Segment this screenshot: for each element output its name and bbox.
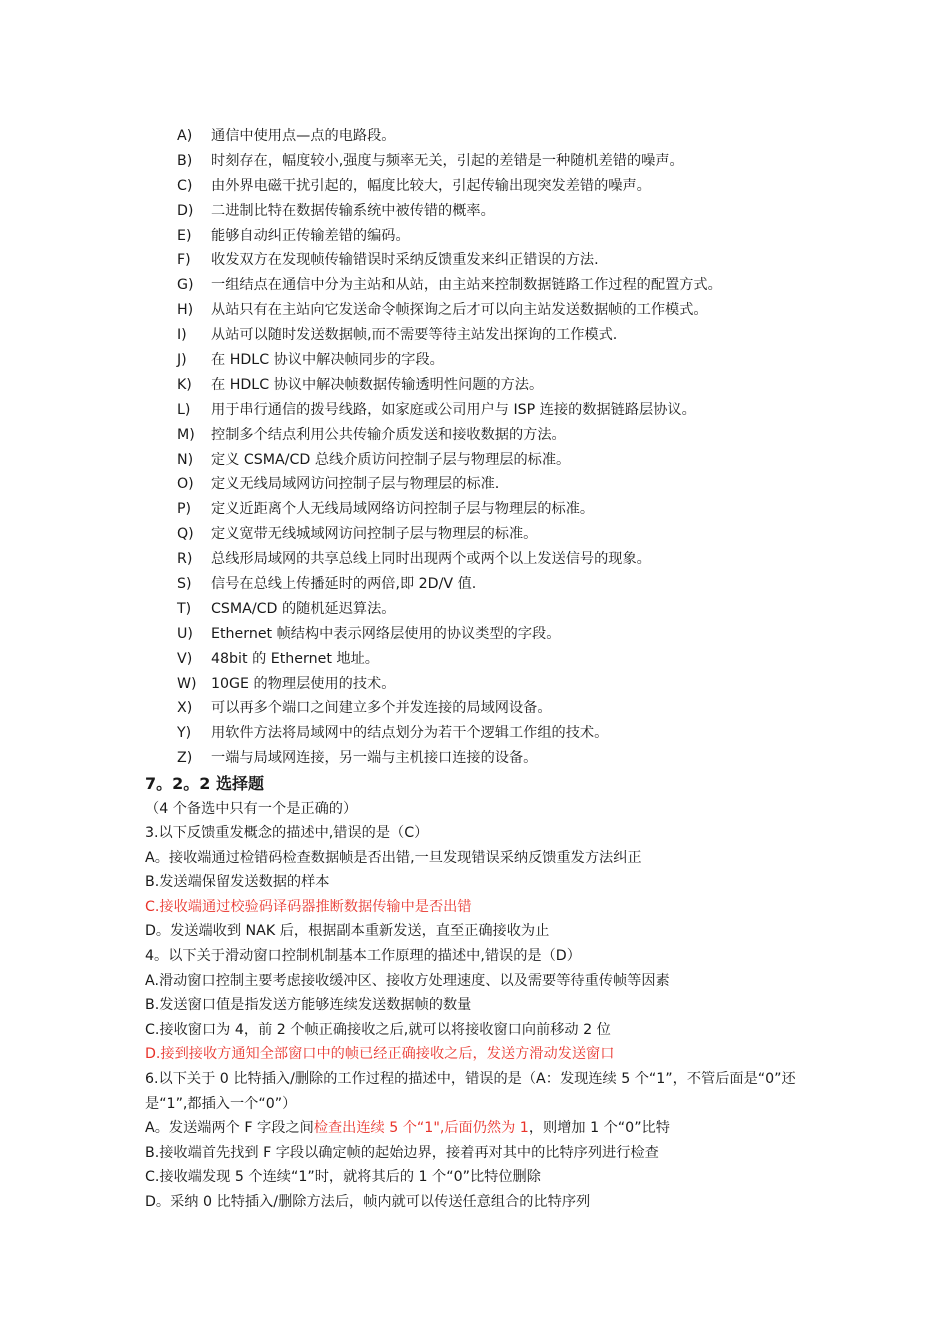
question-list xyxy=(145,821,810,1215)
definition-item xyxy=(0,174,950,199)
definition-item xyxy=(0,273,950,298)
definition-letter: H) xyxy=(177,302,194,319)
definition-letter: Y) xyxy=(177,725,192,742)
question-6-option-a xyxy=(145,1116,810,1141)
definition-letter: W) xyxy=(177,675,197,692)
definition-letter: X) xyxy=(177,700,193,717)
definition-item xyxy=(0,298,950,323)
definition-text: 在 HDLC 协议中解决帧同步的字段。 xyxy=(211,352,444,369)
question-6-option-a-highlight: 检查出连续 5 个“1",后面仍然为 1 xyxy=(313,1120,529,1137)
question-3-stem: 3.以下反馈重发概念的描述中,错误的是（C） xyxy=(145,825,429,841)
definition-text: 从站可以随时发送数据帧,而不需要等待主站发出探询的工作模式. xyxy=(211,327,618,344)
question-3-option-d: D。发送端收到 NAK 后，根据副本重新发送，直至正确接收为止 xyxy=(145,923,550,940)
question-3-option-b: B.发送端保留发送数据的样本 xyxy=(145,874,330,891)
definition-letter: L) xyxy=(177,401,191,418)
definition-text: 总线形局域网的共享总线上同时出现两个或两个以上发送信号的现象。 xyxy=(211,551,651,568)
definition-item xyxy=(0,124,950,149)
definition-letter: C) xyxy=(177,177,193,194)
question-4-option-b: B.发送窗口值是指发送方能够连续发送数据帧的数量 xyxy=(145,997,472,1014)
definition-text: 定义近距离个人无线局域网络访问控制子层与物理层的标准。 xyxy=(211,501,595,518)
definition-text: 一组结点在通信中分为主站和从站，由主站来控制数据链路工作过程的配置方式。 xyxy=(211,277,722,294)
question-3-option-c: C.接收端通过校验码译码器推断数据传输中是否出错 xyxy=(145,898,472,915)
definition-item xyxy=(0,323,950,348)
definition-letter: P) xyxy=(177,501,192,518)
definition-text: 10GE 的物理层使用的技术。 xyxy=(211,675,396,692)
definition-letter: Q) xyxy=(177,526,194,543)
question-4-option-a: A.滑动窗口控制主要考虑接收缓冲区、接收方处理速度、以及需要等待重传帧等因素 xyxy=(145,972,670,989)
definition-text: 二进制比特在数据传输系统中被传错的概率。 xyxy=(211,202,495,219)
section-heading: 7。2。2 选择题 xyxy=(145,774,264,793)
definition-text: 从站只有在主站向它发送命令帧探询之后才可以向主站发送数据帧的工作模式。 xyxy=(211,302,708,319)
question-3-option-a: A。接收端通过检错码检查数据帧是否出错,一旦发现错误采纳反馈重发方法纠正 xyxy=(145,849,642,866)
definition-letter: R) xyxy=(177,551,193,568)
definition-text: Ethernet 帧结构中表示网络层使用的协议类型的字段。 xyxy=(211,625,561,642)
definition-item xyxy=(0,472,950,497)
definition-text: 定义 CSMA/CD 总线介质访问控制子层与物理层的标准。 xyxy=(211,451,571,468)
definition-text: 由外界电磁干扰引起的，幅度比较大，引起传输出现突发差错的噪声。 xyxy=(211,177,651,194)
definition-letter: T) xyxy=(177,600,192,617)
definition-letter: O) xyxy=(177,476,194,493)
section-note: （4 个备选中只有一个是正确的） xyxy=(145,801,358,817)
definition-item xyxy=(0,622,950,647)
definition-text: 定义宽带无线城域网访问控制子层与物理层的标准。 xyxy=(211,526,538,543)
question-6-stem: 6.以下关于 0 比特插入/删除的工作过程的描述中，错误的是（A：发现连续 5 个“1”，不管后面是“0”还是“1”,都插入一个“0”） xyxy=(145,1070,796,1112)
question-6-option-c: C.接收端发现 5 个连续“1”时，就将其后的 1 个“0”比特位删除 xyxy=(145,1169,541,1186)
definition-item xyxy=(0,248,950,273)
definition-item xyxy=(0,572,950,597)
question-6-option-a-prefix: A。发送端两个 F 字段之间 xyxy=(145,1120,314,1137)
definition-item xyxy=(0,522,950,547)
definition-item xyxy=(0,348,950,373)
definition-text: 控制多个结点利用公共传输介质发送和接收数据的方法。 xyxy=(211,426,566,443)
definition-item xyxy=(0,149,950,174)
definition-text: CSMA/CD 的随机延迟算法。 xyxy=(211,600,396,617)
definition-item xyxy=(0,224,950,249)
definition-text: 用软件方法将局域网中的结点划分为若干个逻辑工作组的技术。 xyxy=(211,725,609,742)
definition-text: 时刻存在，幅度较小,强度与频率无关，引起的差错是一种随机差错的噪声。 xyxy=(211,152,684,169)
definition-letter: A) xyxy=(177,128,193,144)
definition-list xyxy=(0,124,950,771)
definition-text: 信号在总线上传播延时的两倍,即 2D/V 值. xyxy=(211,576,477,593)
definition-item xyxy=(0,647,950,672)
definition-text: 一端与局域网连接，另一端与主机接口连接的设备。 xyxy=(211,750,538,767)
definition-item xyxy=(0,597,950,622)
definition-item xyxy=(0,423,950,448)
definition-item xyxy=(0,721,950,746)
definition-item xyxy=(0,373,950,398)
definition-text: 定义无线局域网访问控制子层与物理层的标准. xyxy=(211,476,500,493)
definition-letter: M) xyxy=(177,426,195,443)
definition-item xyxy=(0,398,950,423)
definition-letter: J) xyxy=(177,352,187,369)
definition-item xyxy=(0,199,950,224)
definition-letter: E) xyxy=(177,227,192,244)
definition-item xyxy=(0,497,950,522)
definition-letter: K) xyxy=(177,376,192,393)
question-4-option-d: D.接到接收方通知全部窗口中的帧已经正确接收之后，发送方滑动发送窗口 xyxy=(145,1046,615,1063)
definition-letter: U) xyxy=(177,625,193,642)
definition-letter: B) xyxy=(177,152,193,169)
definition-letter: I) xyxy=(177,327,187,344)
definition-letter: G) xyxy=(177,277,194,294)
definition-text: 可以再多个端口之间建立多个并发连接的局域网设备。 xyxy=(211,700,552,717)
definition-letter: V) xyxy=(177,650,193,667)
definition-text: 通信中使用点—点的电路段。 xyxy=(211,128,396,144)
question-6-option-a-suffix: ，则增加 1 个“0”比特 xyxy=(528,1120,670,1137)
definition-item xyxy=(0,547,950,572)
definition-text: 收发双方在发现帧传输错误时采纳反馈重发来纠正错误的方法. xyxy=(211,252,599,269)
definition-text: 能够自动纠正传输差错的编码。 xyxy=(211,227,410,244)
definition-item xyxy=(0,672,950,697)
definition-item xyxy=(0,448,950,473)
definition-text: 48bit 的 Ethernet 地址。 xyxy=(211,650,379,667)
definition-item xyxy=(0,696,950,721)
definition-letter: S) xyxy=(177,576,192,593)
definition-letter: F) xyxy=(177,252,191,269)
question-4-stem: 4。以下关于滑动窗口控制机制基本工作原理的描述中,错误的是（D） xyxy=(145,947,581,964)
definition-letter: Z) xyxy=(177,750,193,767)
question-4-option-c: C.接收窗口为 4，前 2 个帧正确接收之后,就可以将接收窗口向前移动 2 位 xyxy=(145,1021,611,1038)
definition-text: 用于串行通信的拨号线路，如家庭或公司用户与 ISP 连接的数据链路层协议。 xyxy=(211,401,696,418)
question-6-option-b: B.接收端首先找到 F 字段以确定帧的起始边界，接着再对其中的比特序列进行检查 xyxy=(145,1144,659,1161)
question-6-option-d: D。采纳 0 比特插入/删除方法后，帧内就可以传送任意组合的比特序列 xyxy=(145,1193,591,1210)
definition-letter: N) xyxy=(177,451,194,468)
definition-letter: D) xyxy=(177,202,194,219)
definition-item xyxy=(0,746,950,771)
definition-text: 在 HDLC 协议中解决帧数据传输透明性问题的方法。 xyxy=(211,376,544,393)
